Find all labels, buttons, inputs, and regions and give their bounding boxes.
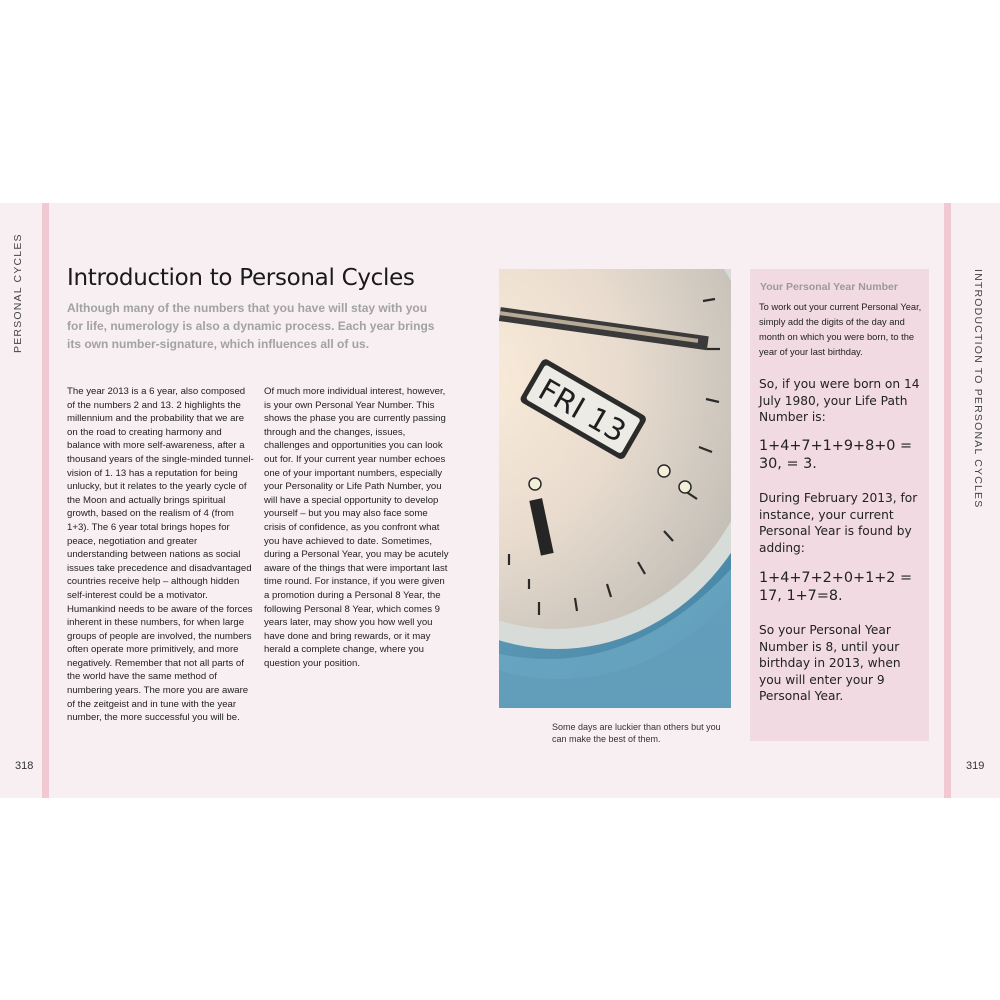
book-spread bbox=[0, 203, 1000, 798]
intro-paragraph: Although many of the numbers that you have will stay with you for life, numerology is also a dynamic process. Each year brings its own number-signature, which influences all of us. bbox=[67, 301, 435, 351]
sidebar-example-intro: So, if you were born on 14 July 1980, your Life Path Number is: bbox=[759, 377, 920, 424]
sidebar-title: Your Personal Year Number bbox=[760, 281, 898, 293]
photo-caption: Some days are luckier than others but you can make the best of them. bbox=[552, 722, 721, 744]
personal-year-sidebar bbox=[750, 269, 929, 741]
sidebar-conclusion: So your Personal Year Number is 8, until your birthday in 2013, when you will enter your 9 Personal Year. bbox=[759, 623, 901, 703]
watch-photo bbox=[499, 269, 731, 708]
page-title: Introduction to Personal Cycles bbox=[67, 265, 415, 291]
body-column-1: The year 2013 is a 6 year, also composed of the numbers 2 and 13. 2 highlights the millennium and the probability that we are on the road to creating harmony and balance with more self-awareness, after a thousand years of the single-minded tunnel-vision of 1. 13 has a reputation for being unlucky, but it relates to the yearly cycle of the Moon and actually brings spiritual growth, based on the realism of 4 (from 1+3). The 6 year total brings hopes for peace, negotiation and greater understanding between nations as social issues take precedence and disadvantaged countries receive help – although hidden self-interest could be a motivator. Humankind needs to be aware of the forces inherent in these numbers, for when large groups of people are involved, the numbers often operate more primitively, and more negatively. Remember that not all parts of the world have the same method of numbering years. The more you are aware of the zeitgeist and in tune with the year number, the more successful you will be. bbox=[67, 386, 254, 724]
sidebar-equation-2: 1+4+7+2+0+1+2 = 17, 1+7=8. bbox=[759, 570, 913, 604]
right-spine-strip bbox=[944, 203, 951, 798]
running-head-left-text: PERSONAL CYCLES bbox=[12, 233, 24, 353]
watch-illustration bbox=[499, 269, 731, 708]
sidebar-equation-1: 1+4+7+1+9+8+0 = 30, = 3. bbox=[759, 438, 913, 472]
running-head-right bbox=[964, 269, 994, 509]
body-column-2: Of much more individual interest, however, is your own Personal Year Number. This shows the phase you are currently passing through and the changes, issues, challenges and opportunities you can look out for. If your current year number echoes one of your important numbers, especially your Personality or Life Path Number, you will have a special opportunity to develop yourself – but you may also face some crisis of confidence, as you confront what you have achieved to date. Sometimes, during a Personal Year, you may be acutely aware of the things that were important last time round. For instance, if you were given a promotion during a Personal 8 Year, the following Personal 8 Year, which comes 9 years later, may show you how well you have done and bring rewards, or it may herald a complete change, where you question your position. bbox=[264, 386, 449, 669]
watch-date-window: FRI 13 bbox=[532, 372, 632, 451]
left-spine-strip bbox=[42, 203, 49, 798]
page-number-left: 318 bbox=[15, 760, 34, 772]
running-head-right-text: INTRODUCTION TO PERSONAL CYCLES bbox=[972, 269, 984, 509]
sidebar-example-2: During February 2013, for instance, your current Personal Year is found by adding: bbox=[759, 491, 918, 555]
running-head-left bbox=[4, 233, 34, 373]
page-number-right: 319 bbox=[966, 760, 985, 772]
sidebar-lead: To work out your current Personal Year, simply add the digits of the day and month on which you were born, to the year of your last birthday. bbox=[759, 302, 922, 357]
